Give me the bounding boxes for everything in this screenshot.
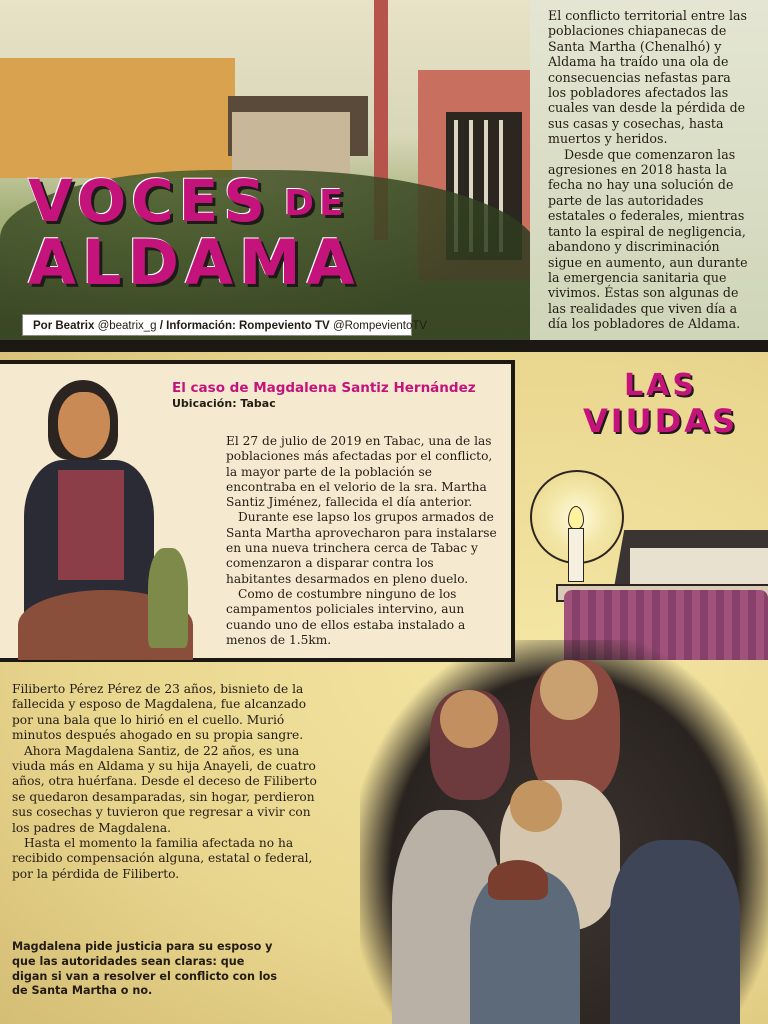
source-handle: @RompevientoTV [332, 320, 428, 332]
case-paragraph: Como de costumbre ninguno de los campamentos policiales intervino, aun cuando uno de ellos estaba instalado a menos de 1.5km. [226, 586, 466, 647]
section-title-line1: LAS [624, 368, 697, 403]
credits-bar [22, 314, 428, 336]
candle-illustration [568, 528, 584, 582]
story-paragraph: Hasta el momento la familia afectada no ha recibido compensación alguna, estatal o federal, por la pérdida de Filiberto. [12, 836, 313, 881]
story-text [12, 682, 330, 882]
section-title-line2: VIUDAS [583, 402, 739, 440]
flame-illustration [568, 506, 584, 530]
case-location: Ubicación: Tabac [172, 397, 276, 410]
child-illustration [148, 548, 188, 648]
credits-separator: / [159, 320, 163, 332]
mourner-figure [610, 840, 740, 1024]
author-handle: @beatrix_g [97, 320, 157, 332]
page-title-line1 [28, 167, 349, 235]
mourner-head [440, 690, 498, 748]
case-paragraph: El 27 de julio de 2019 en Tabac, una de las poblaciones más afectadas por el conflicto, la mayor parte de la población se encontraba en el velorio de la sra. Martha Santiz Jiménez, fallecida el día anterior. [226, 434, 493, 510]
case-title: El caso de Magdalena Santiz Hernández [172, 380, 476, 396]
deceased-head [510, 780, 562, 832]
story-paragraph: Filiberto Pérez Pérez de 23 años, bisnieto de la fallecida y esposo de Magdalena, fue alcanzado por una bala que lo hirió en el cuello. Murió minutos después ahogado en su propia sangre. [12, 682, 307, 743]
coffin-lining-illustration [630, 548, 768, 588]
panel-divider [0, 340, 768, 352]
intro-paragraph: Desde que comenzaron las agresiones en 2018 hasta la fecha no hay una solución de parte de las autoridades estatales o federales, mientras tanto la espiral de negligencia, abandono y discriminación sigue en aumento, aun durante la emergencia sanitaria que vivimos. Éstas son algunas de las realidades que viven día a día los pobladores de Aldama. [548, 146, 748, 332]
justice-statement: Magdalena pide justicia para su esposo y que las autoridades sean claras: que digan si van a resolver el conflicto con los de Santa Martha o no. [12, 940, 278, 998]
mourner-head [488, 860, 548, 900]
mourner-head [540, 660, 598, 720]
woman-face-illustration [58, 392, 110, 458]
house-illustration [0, 58, 235, 178]
case-text [226, 434, 502, 648]
case-paragraph: Durante ese lapso los grupos armados de Santa Martha aprovecharon para instalarse en una nueva trinchera cerca de Tabac y comenzaron a disparar contra los habitantes desarmados en pleno duelo. [226, 510, 497, 586]
title-word-de: DE [284, 183, 349, 224]
page-title-line2: ALDAMA [28, 226, 361, 299]
intro-text [548, 8, 752, 332]
story-paragraph: Ahora Magdalena Santiz, de 22 años, es una viuda más en Aldama y su hija Anayeli, de cuatro años, otra huérfana. Desde el deceso de Filiberto se quedaron desamparadas, sin hogar, perdieron sus cosechas y tuvieron que regresar a vivir con los padres de Magdalena. [12, 743, 317, 835]
intro-paragraph: El conflicto territorial entre las poblaciones chiapanecas de Santa Martha (Chenalhó) y Aldama ha traído una ola de consecuencias nefastas para los pobladores afectados las cuales van desde la pérdida de sus casas y cosechas, hasta muertos y heridos. [548, 8, 748, 147]
source-label: Información: Rompeviento TV [166, 320, 330, 332]
author-label: Por Beatrix [33, 320, 95, 332]
title-word-voces: VOCES [28, 167, 271, 235]
woman-shirt-illustration [58, 470, 124, 580]
